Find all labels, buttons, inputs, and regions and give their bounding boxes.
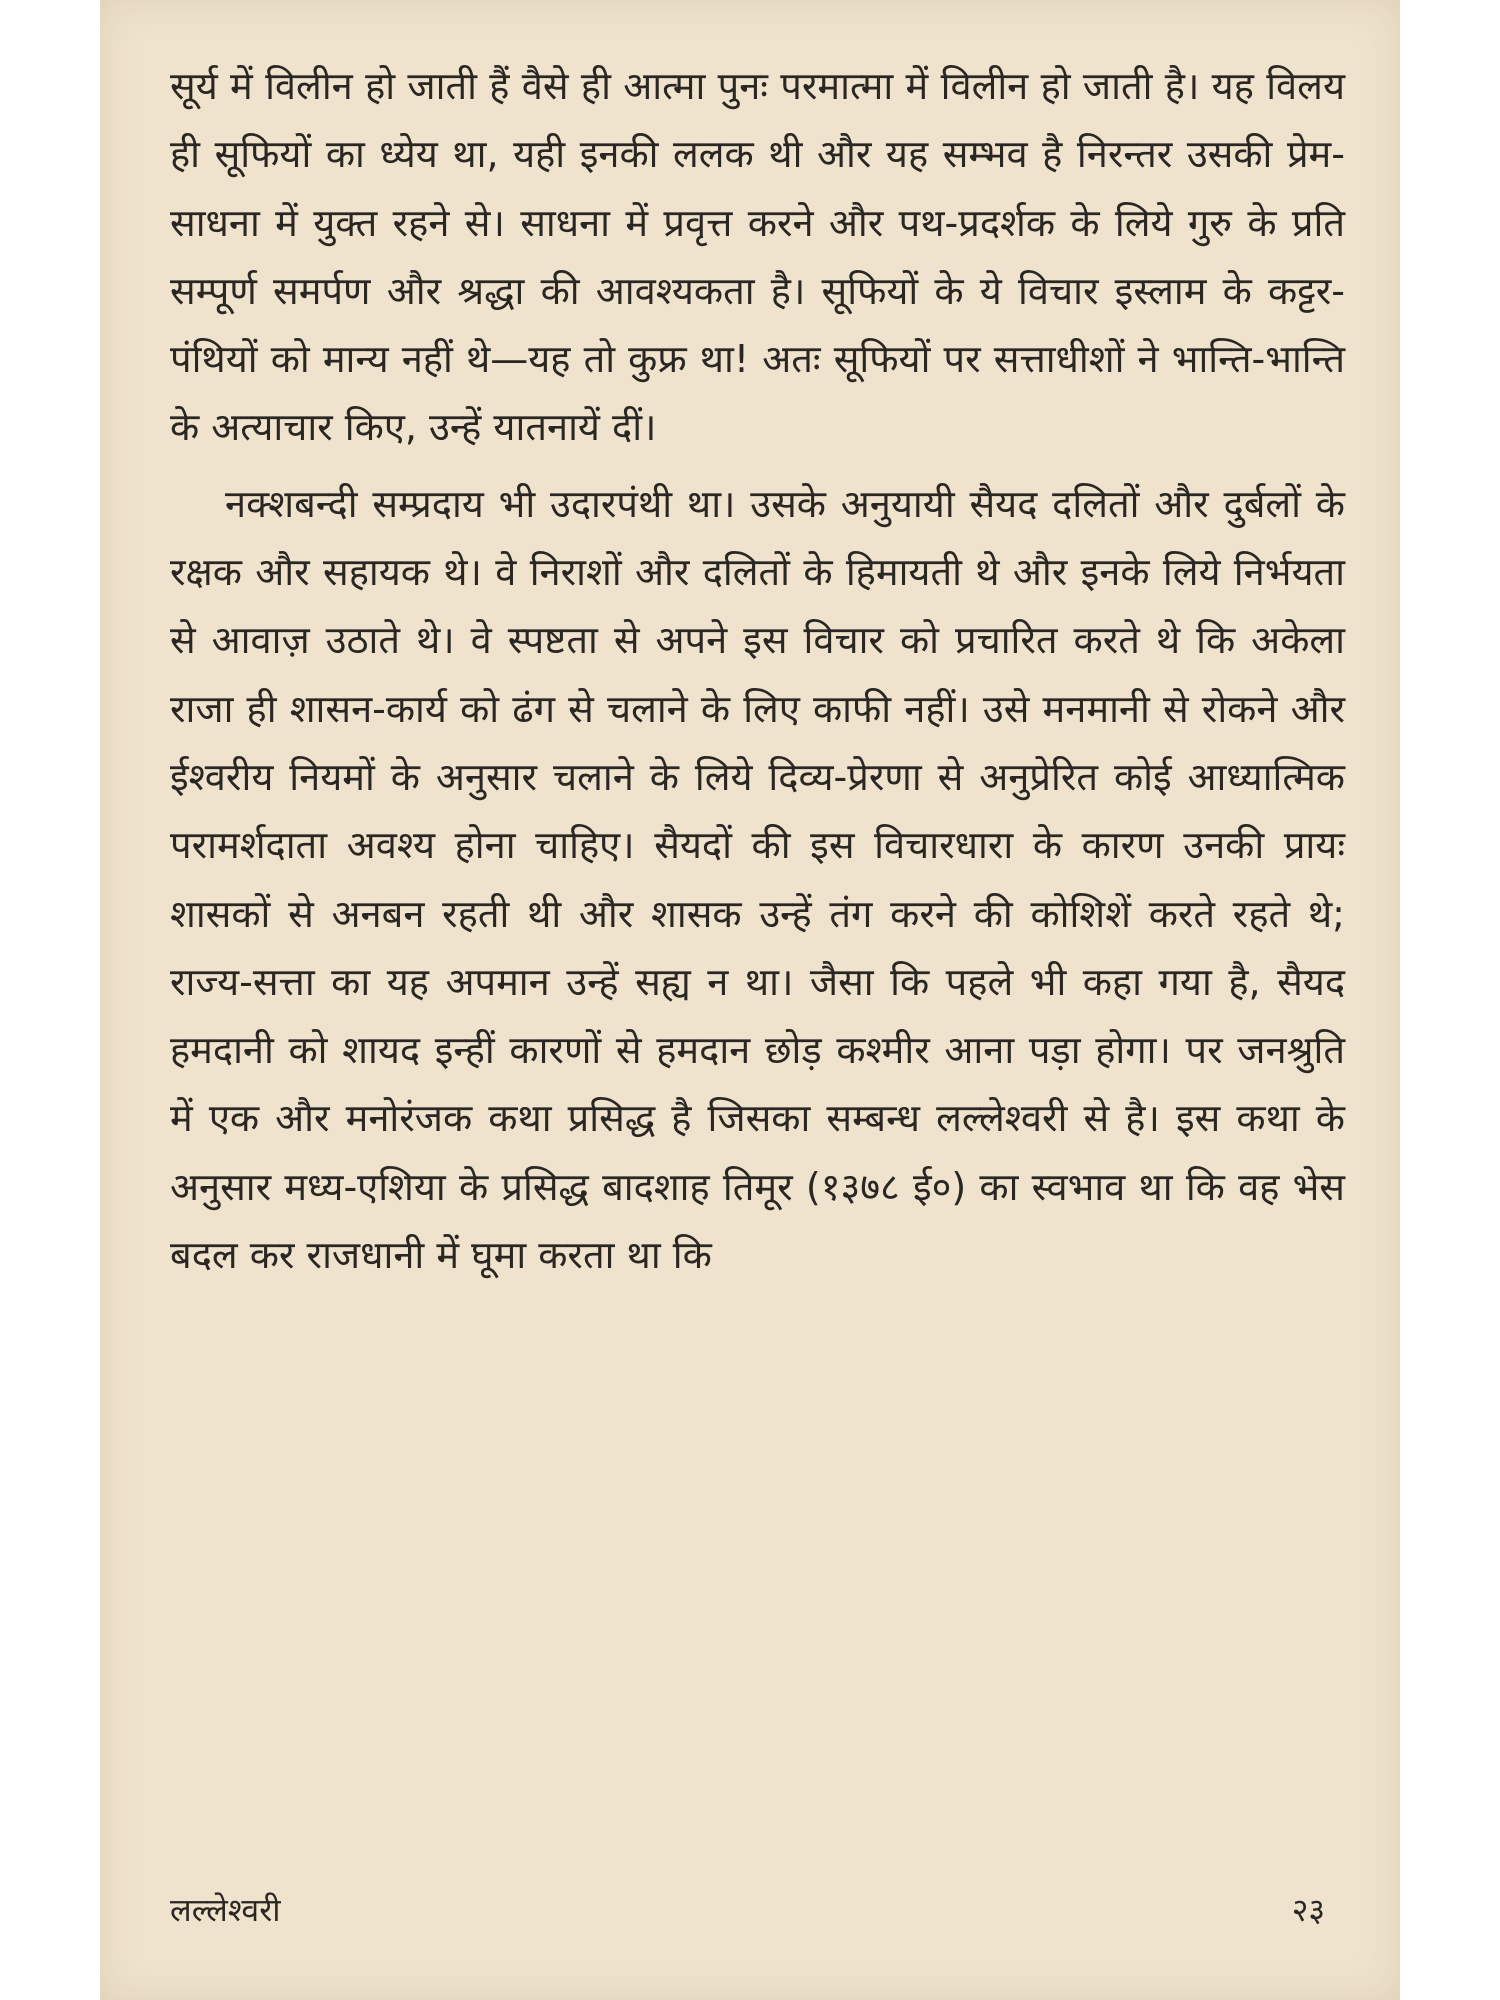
page-body-text — [170, 52, 1345, 1289]
paragraph-sufi-beliefs: सूर्य में विलीन हो जाती हैं वैसे ही आत्मा पुनः परमात्मा में विलीन हो जाती है। यह विलय ही सूफियों का ध्येय था, यही इनकी ललक थी और यह सम्भव है निरन्तर उसकी प्रेम-साधना में युक्त रहने से। साधना में प्रवृत्त करने और पथ-प्रदर्शक के लिये गुरु के प्रति सम्पूर्ण समर्पण और श्रद्धा की आवश्यकता है। सूफियों के ये विचार इस्लाम के कट्टर-पंथियों को मान्य नहीं थे—यह तो कुफ्र था! अतः सूफियों पर सत्ताधीशों ने भान्ति-भान्ति के अत्याचार किए, उन्हें यातनायें दीं। — [170, 64, 1345, 450]
page-number: २३ — [1291, 1891, 1325, 1929]
paragraph-naqshbandi-sect: नक्शबन्दी सम्प्रदाय भी उदारपंथी था। उसके अनुयायी सैयद दलितों और दुर्बलों के रक्षक और सहायक थे। वे निराशों और दलितों के हिमायती थे और इनके लिये निर्भयता से आवाज़ उठाते थे। वे स्पष्टता से अपने इस विचार को प्रचारित करते थे कि अकेला राजा ही शासन-कार्य को ढंग से चलाने के लिए काफी नहीं। उसे मनमानी से रोकने और ईश्वरीय नियमों के अनुसार चलाने के लिये दिव्य-प्रेरणा से अनुप्रेरित कोई आध्यात्मिक परामर्शदाता अवश्य होना चाहिए। सैयदों की इस विचारधारा के कारण उनकी प्रायः शासकों से अनबन रहती थी और शासक उन्हें तंग करने की कोशिशें करते रहते थे; राज्य-सत्ता का यह अपमान उन्हें सह्य न था। जैसा कि पहले भी कहा गया है, सैयद हमदानी को शायद इन्हीं कारणों से हमदान छोड़ कश्मीर आना पड़ा होगा। पर जनश्रुति में एक और मनोरंजक कथा प्रसिद्ध है जिसका सम्बन्ध लल्लेश्वरी से है। इस कथा के अनुसार मध्य-एशिया के प्रसिद्ध बादशाह तिमूर (१३७८ ई०) का स्वभाव था कि वह भेस बदल कर राजधानी में घूमा करता था कि — [170, 481, 1345, 1278]
running-footer-title: लल्लेश्वरी — [170, 1891, 281, 1929]
